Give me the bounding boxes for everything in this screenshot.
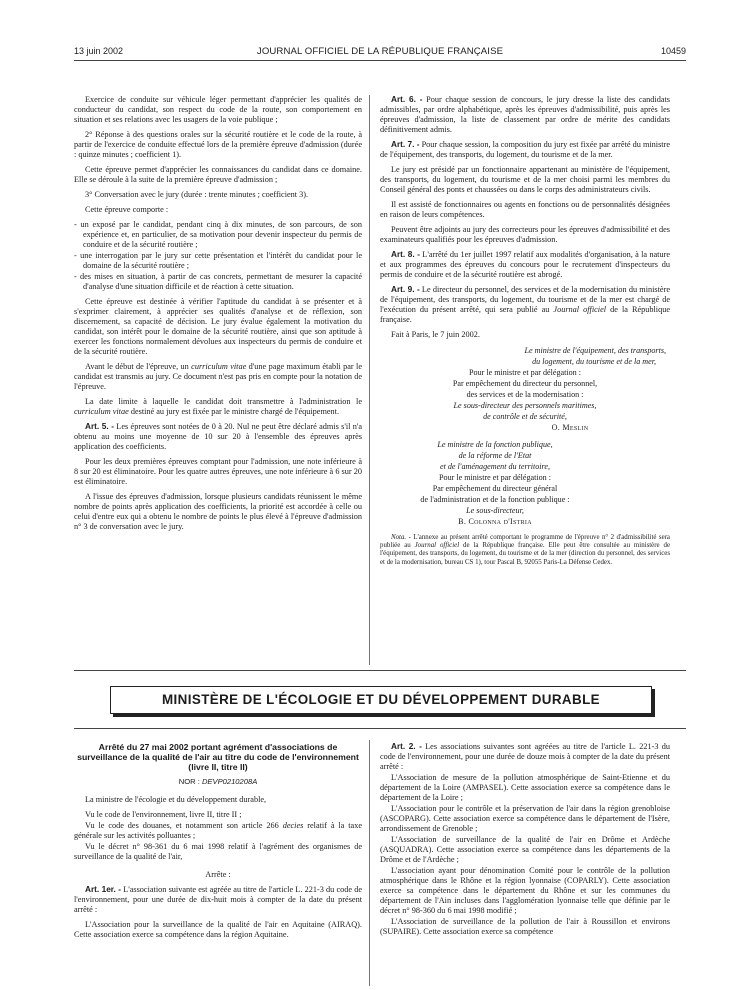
list-item: - une interrogation par le jury sur cette présentation et l'intérêt du candidat pour le domaine de la sécurité routière ; [74, 251, 362, 270]
article-label: Art. 2. - [391, 742, 422, 751]
signature-block-2 [380, 440, 670, 527]
ministry-banner: MINISTÈRE DE L'ÉCOLOGIE ET DU DÉVELOPPEMENT DURABLE [110, 686, 652, 714]
list-item: - des mises en situation, à partir de cas concrets, permettant de mesurer la capacité d'analyse d'une situation difficile et de réaction à cette situation. [74, 272, 362, 291]
signature-line: Le sous-directeur des personnels maritimes, [453, 401, 597, 410]
article-1: Art. 1er. - L'association suivante est agréée au titre de l'article L. 221-3 du code de l'environnement, pour une durée de dix-huit mois à compter de la date du présent arrêté : [74, 885, 362, 914]
header-title: JOURNAL OFFICIEL DE LA RÉPUBLIQUE FRANÇAISE [256, 46, 504, 57]
paragraph: 2° Réponse à des questions orales sur la sécurité routière et le code de la route, à partir de l'exercice de conduite effectué lors de la première épreuve d'admission (durée : quinze minutes ; coefficient 1). [74, 130, 362, 159]
list-item: - un exposé par le candidat, pendant cinq à dix minutes, de son parcours, de son expérience et, en particulier, de sa motivation pour devenir inspecteur du permis de conduire et de la sécurité routière ; [74, 220, 362, 249]
paragraph: Cette épreuve est destinée à vérifier l'aptitude du candidat à se présenter et à s'exprimer clairement, à apprécier ses qualités d'analyse et de réflexion, son discernement, sa capacité de décision. Le jury évalue également la motivation du candidat, son intérêt pour le domaine de la sécurité routière, ainsi que son aptitude à exercer les fonctions normalement dévolues aux inspecteurs du permis de conduire et de la sécurité routière. [74, 297, 362, 356]
paragraph: L'Association de surveillance de la qualité de l'air en Drôme et Ardèche (ASQUADRA). Cette association exerce sa compétence dans les départements de la Drôme et de l'Ardèche ; [380, 835, 670, 864]
paragraph: Il est assisté de fonctionnaires ou agents en fonctions ou de personnalités désignées en raison de leurs compétences. [380, 200, 670, 219]
signature-line: Le sous-directeur, [466, 506, 524, 515]
paragraph: La ministre de l'écologie et du développement durable, [85, 795, 267, 804]
article-5: Art. 5. - Les épreuves sont notées de 0 à 20. Nul ne peut être déclaré admis s'il n'a obtenu au moins une moyenne de 10 sur 20 à l'ensemble des épreuves après application des coefficients. [74, 422, 363, 451]
paragraph: L'Association pour le contrôle et la préservation de l'air dans la région grenobloise (ASCOPARG). Cette association exerce sa compétence dans le département de l'Isère, arrondissement de Grenoble ; [380, 804, 670, 833]
paragraph: Pour les deux premières épreuves comptant pour l'admission, une note inférieure à 8 sur 20 est éliminatoire. Pour les quatre autres épreuves, une note inférieure à 6 sur 20 est éliminatoire. [74, 457, 362, 486]
paragraph: La date limite à laquelle le candidat doit transmettre à l'administration le curriculum vitae destiné au jury est fixée par le ministre chargé de l'équipement. [74, 397, 362, 416]
signatory-name: O. Meslin [551, 423, 589, 432]
paragraph: 3° Conversation avec le jury (durée : trente minutes ; coefficient 3). [85, 190, 309, 199]
paragraph: Vu le code des douanes, et notamment son article 266 decies relatif à la taxe générale sur les activités polluantes ; [74, 821, 362, 840]
signature-block-1 [380, 346, 670, 433]
column-divider-lower [369, 740, 370, 986]
decree-title: Arrêté du 27 mai 2002 portant agrément d'associations de surveillance de la qualité de l'air au titre du code de l'environnement (livre II, titre II) [77, 742, 359, 772]
paragraph: Le jury est présidé par un fonctionnaire appartenant au ministère de l'équipement, des transports, du logement, du tourisme et de la mer choisi parmi les membres du Conseil général des ponts et chaussées ou dans le corps des administrateurs civils. [380, 165, 670, 194]
paragraph: L'Association de mesure de la pollution atmosphérique de Saint-Etienne et du département de la Loire (AMPASEL). Cette association exerce sa compétence dans le département de la Loire ; [380, 773, 670, 802]
paragraph: L'association ayant pour dénomination Comité pour le contrôle de la pollution atmosphérique dans le Rhône et la région lyonnaise (COPARLY). Cette association exerce sa compétence dans le département du Rhône et sur les communes du département de l'Ain incluses dans l'agglomération lyonnaise telle que définie par le décret n° 98-360 du 6 mai 1998 modifié ; [380, 866, 670, 915]
signature-line: de l'administration et de la fonction publique : [420, 495, 570, 504]
signature-line: de contrôle et de sécurité, [483, 412, 567, 421]
paragraph: L'Association de surveillance de la pollution de l'air à Roussillon et environs (SUPAIRE). Cette association exerce sa compétence [380, 917, 670, 936]
article-7: Art. 7. - Pour chaque session, la composition du jury est fixée par arrêté du ministre de l'équipement, des transports, du logement, du tourisme et de la mer. [380, 140, 671, 159]
signature-line: Par empêchement du directeur général [432, 484, 558, 493]
arrete-heading: Arrête : [205, 870, 231, 879]
paragraph: Avant le début de l'épreuve, un curriculum vitae d'une page maximum établi par le candidat est transmis au jury. Ce document n'est pas pris en compte pour la notation de l'épreuve. [74, 362, 362, 391]
article-8: Art. 8. - L'arrêté du 1er juillet 1997 relatif aux modalités d'organisation, à la nature et aux programmes des épreuves du concours pour le recrutement d'inspecteurs du permis de conduire et de la sécurité routière est abrogé. [380, 250, 670, 279]
article-label: Art. 7. - [391, 140, 420, 149]
article-6: Art. 6. - Pour chaque session de concours, le jury dresse la liste des candidats admissibles, par ordre alphabétique, après les épreuves d'admissibilité, puis après les épreuves d'admission, la liste de classement par ordre de mérite des candidats définitivement admis. [380, 95, 670, 134]
signature-place-date: Fait à Paris, le 7 juin 2002. [391, 330, 480, 339]
section-separator-top [74, 670, 686, 671]
signature-line: des services et de la modernisation : [466, 390, 584, 399]
paragraph: Peuvent être adjoints au jury des correcteurs pour les épreuves d'admissibilité et des examinateurs qualifiés pour les épreuves d'admission. [380, 225, 670, 244]
signature-line: Par empêchement du directeur du personnel, [452, 379, 598, 388]
signature-line: du logement, du tourisme et de la mer, [532, 357, 656, 366]
bullet-list [74, 220, 362, 292]
decree-left-column [74, 742, 362, 945]
nor-reference: NOR : DEVP0210208A [178, 777, 258, 786]
signature-line: Le ministre de l'équipement, des transports, [524, 346, 666, 355]
signature-line: Pour le ministre et par délégation : [439, 473, 551, 482]
right-column [380, 95, 670, 567]
article-label: Art. 6. - [391, 95, 423, 104]
paragraph: L'Association pour la surveillance de la qualité de l'air en Aquitaine (AIRAQ). Cette association exerce sa compétence dans la région Aquitaine. [74, 920, 362, 939]
signature-line: de la réforme de l'Etat [458, 451, 532, 460]
article-label: Art. 5. - [85, 422, 114, 431]
signatory-name: B. Colonna d'Istria [458, 517, 532, 526]
paragraph: Vu le code de l'environnement, livre II, titre II ; [85, 810, 242, 819]
paragraph: Exercice de conduite sur véhicule léger permettant d'apprécier les qualités de conducteur du candidat, son respect du code de la route, son comportement en situation et ses relations avec les usagers de la voie publique ; [74, 95, 362, 124]
left-column [74, 95, 362, 537]
paragraph: Cette épreuve permet d'apprécier les connaissances du candidat dans ce domaine. Elle se déroule à la suite de la première épreuve d'admission ; [74, 165, 362, 184]
section-separator-bottom [74, 728, 686, 729]
column-divider [369, 95, 370, 665]
decree-right-column [380, 742, 670, 937]
article-9: Art. 9. - Le directeur du personnel, des services et de la modernisation du ministère de l'équipement, des transports, du logement, du tourisme et de la mer est chargé de l'exécution du présent arrêté, qui sera publié au Journal officiel de la République française. [380, 285, 670, 324]
paragraph: Cette épreuve comporte : [85, 205, 169, 214]
nota-footnote: Nota. - L'annexe au présent arrêté comportant le programme de l'épreuve n° 2 d'admissibilité sera publiée au Journal officiel de la République française. Elle peut être consultée au ministère de l'équipement, des transports, du logement, du tourisme et de la mer (direction du personnel, des services et de la modernisation, bureau CS 1), tour Pascal B, 92055 Paris-La Défense Cedex. [380, 534, 670, 566]
article-2: Art. 2. - Les associations suivantes sont agréées au titre de l'article L. 221-3 du code de l'environnement, pour une durée de douze mois à compter de la date du présent arrêté : [380, 742, 671, 771]
signature-line: Le ministre de la fonction publique, [437, 440, 553, 449]
header-page-number: 10459 [660, 46, 686, 56]
paragraph: Vu le décret n° 98-361 du 6 mai 1998 relatif à l'agrément des organismes de surveillance de la qualité de l'air, [74, 842, 362, 861]
article-label: Art. 1er. - [85, 885, 122, 894]
paragraph: A l'issue des épreuves d'admission, lorsque plusieurs candidats réunissent le même nombre de points après application des coefficients, la priorité est accordée à celle ou celui d'entre eux qui a obtenu le nombre de points le plus élevé à l'épreuve d'admission n° 3 de conversation avec le jury. [74, 492, 362, 531]
signature-line: Pour le ministre et par délégation : [469, 368, 581, 377]
header-date: 13 juin 2002 [74, 46, 124, 56]
article-label: Art. 9. - [391, 285, 420, 294]
header-rule [74, 60, 686, 61]
article-label: Art. 8. - [391, 250, 420, 259]
running-header [74, 46, 686, 60]
signature-line: et de l'aménagement du territoire, [440, 462, 550, 471]
